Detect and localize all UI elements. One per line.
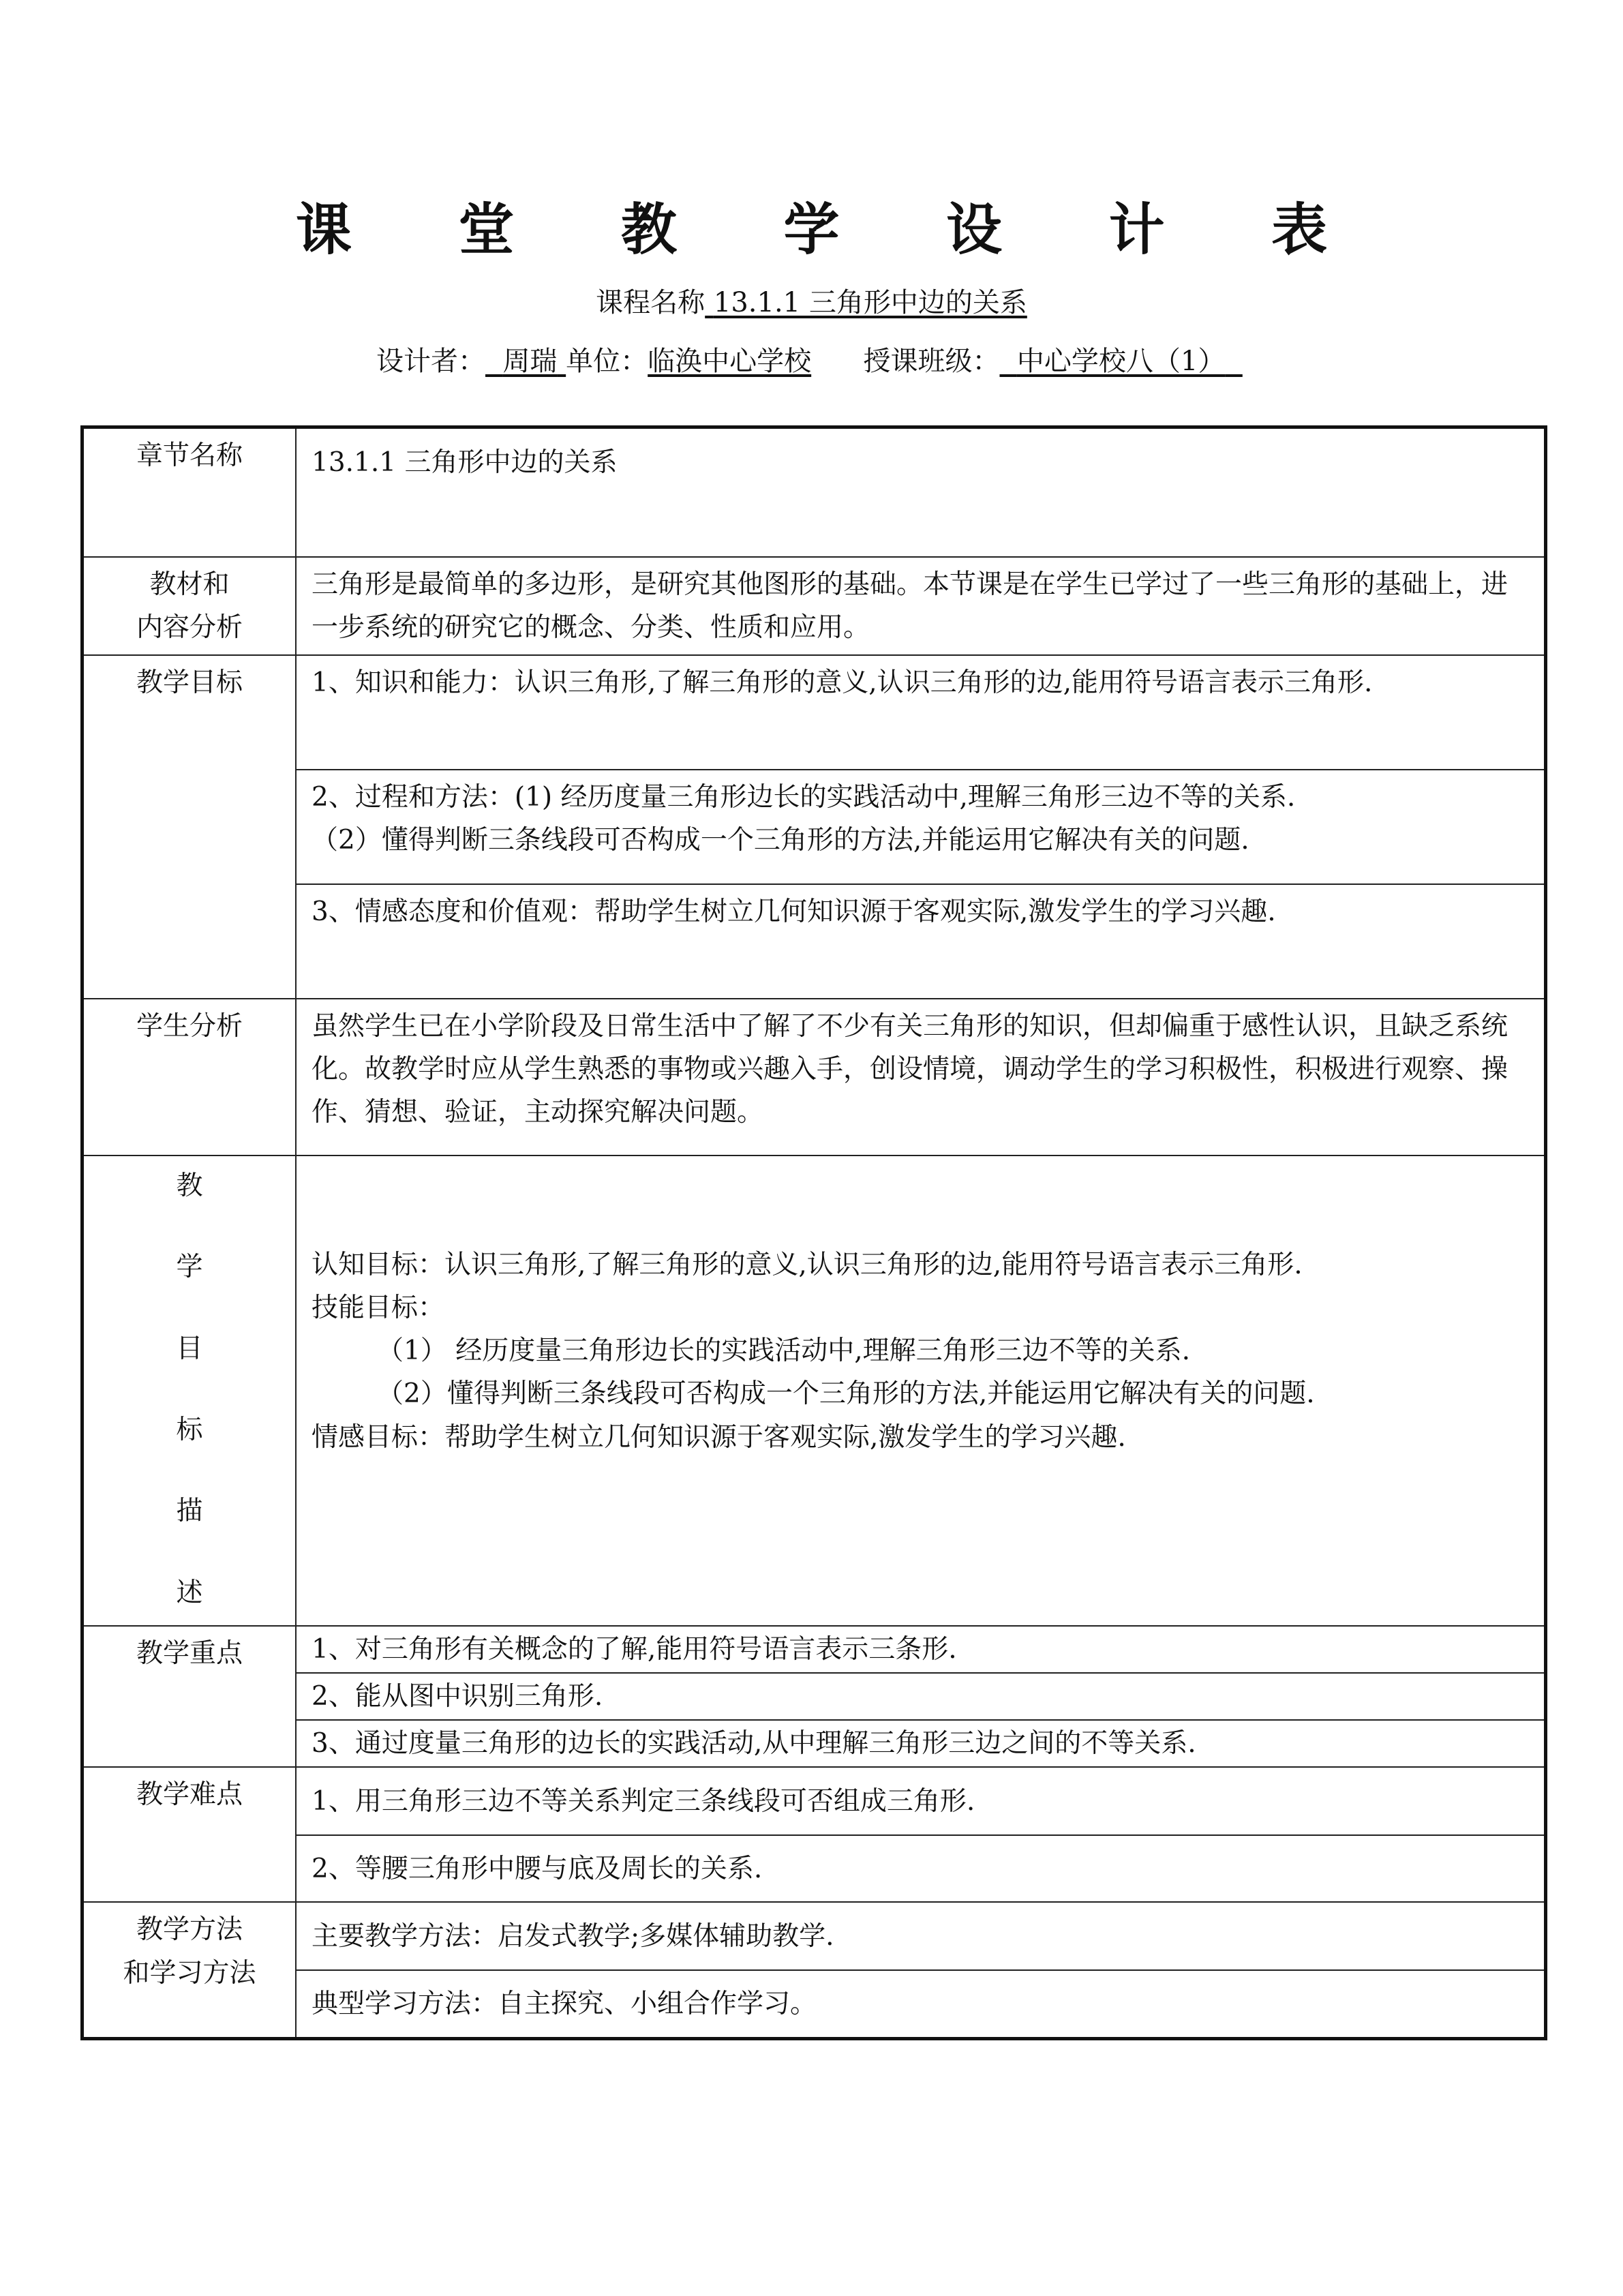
unit-name: 临涣中心学校 <box>648 346 812 377</box>
label-material: 教材和 内容分析 <box>82 557 297 655</box>
row-difficulty-2 <box>82 1835 1546 1902</box>
unit-label: 单位： <box>566 346 648 377</box>
goal-description-content: 认知目标：认识三角形,了解三角形的意义,认识三角形的边,能用符号语言表示三角形. 技能目标： （1） 经历度量三角形边长的实践活动中,理解三角形三边不等的关系. （2）懂得判断三条线段可否构成一个三角形的方法,并能运用它解决有关的问题. 情感目标：帮助学生树立几何知识源于客观实际,激发学生的学习兴趣. <box>296 1155 1546 1626</box>
objective-1: 1、知识和能力：认识三角形,了解三角形的意义,认识三角形的边,能用符号语言表示三角形. <box>296 655 1546 770</box>
row-material <box>82 557 1546 655</box>
row-objective-2 <box>82 770 1546 884</box>
course-name: 13.1.1 三角形中边的关系 <box>713 287 1027 318</box>
row-objective-3 <box>82 884 1546 999</box>
class-name: 中心学校八（1） <box>1016 346 1226 377</box>
label-objectives: 教学目标 <box>82 655 297 999</box>
material-content: 三角形是最简单的多边形，是研究其他图形的基础。本节课是在学生已学过了一些三角形的基础上，进一步系统的研究它的概念、分类、性质和应用。 <box>296 557 1546 655</box>
difficulty-1: 1、用三角形三边不等关系判定三条线段可否组成三角形. <box>296 1767 1546 1835</box>
objective-2: 2、过程和方法：(1) 经历度量三角形边长的实践活动中,理解三角形三边不等的关系. （2）懂得判断三条线段可否构成一个三角形的方法,并能运用它解决有关的问题. <box>296 770 1546 884</box>
objective-3: 3、情感态度和价值观：帮助学生树立几何知识源于客观实际,激发学生的学习兴趣. <box>296 884 1546 999</box>
course-label: 课程名称 <box>596 287 706 318</box>
label-students: 学生分析 <box>82 999 297 1155</box>
designer-name: 周瑞 <box>502 346 558 377</box>
label-difficulties: 教学难点 <box>82 1767 297 1902</box>
row-students <box>82 999 1546 1155</box>
document-title: 课 堂 教 学 设 计 表 <box>295 197 1371 262</box>
row-chapter <box>82 427 1546 557</box>
method-2: 典型学习方法：自主探究、小组合作学习。 <box>296 1970 1546 2038</box>
key-point-3: 3、通过度量三角形的边长的实践活动,从中理解三角形三边之间的不等关系. <box>296 1720 1546 1767</box>
difficulty-2: 2、等腰三角形中腰与底及周长的关系. <box>296 1835 1546 1902</box>
row-method-2 <box>82 1970 1546 2038</box>
row-objective-1 <box>82 655 1546 770</box>
lesson-design-table <box>80 425 1547 2040</box>
label-chapter: 章节名称 <box>82 427 297 557</box>
row-key-point-3 <box>82 1720 1546 1767</box>
students-content: 虽然学生已在小学阶段及日常生活中了解了不少有关三角形的知识，但却偏重于感性认识，且缺乏系统化。故教学时应从学生熟悉的事物或兴趣入手，创设情境，调动学生的学习积极性，积极进行观察、操作、猜想、验证，主动探究解决问题。 <box>296 999 1546 1155</box>
course-line <box>0 281 1623 320</box>
label-key-points: 教学重点 <box>82 1626 297 1768</box>
chapter-content: 13.1.1 三角形中边的关系 <box>296 427 1546 557</box>
designer-line <box>376 339 1243 378</box>
key-point-2: 2、能从图中识别三角形. <box>296 1673 1546 1720</box>
row-goal-description <box>82 1155 1546 1626</box>
label-goal-description: 教 学 目 标 描 述 <box>82 1155 297 1626</box>
row-difficulty-1 <box>82 1767 1546 1835</box>
designer-label: 设计者： <box>376 346 485 377</box>
label-methods: 教学方法 和学习方法 <box>82 1902 297 2038</box>
method-1: 主要教学方法：启发式教学;多媒体辅助教学. <box>296 1902 1546 1970</box>
row-method-1 <box>82 1902 1546 1970</box>
row-key-point-2 <box>82 1673 1546 1720</box>
row-key-point-1 <box>82 1626 1546 1673</box>
class-label: 授课班级： <box>863 346 1000 377</box>
key-point-1: 1、对三角形有关概念的了解,能用符号语言表示三条形. <box>296 1626 1546 1673</box>
